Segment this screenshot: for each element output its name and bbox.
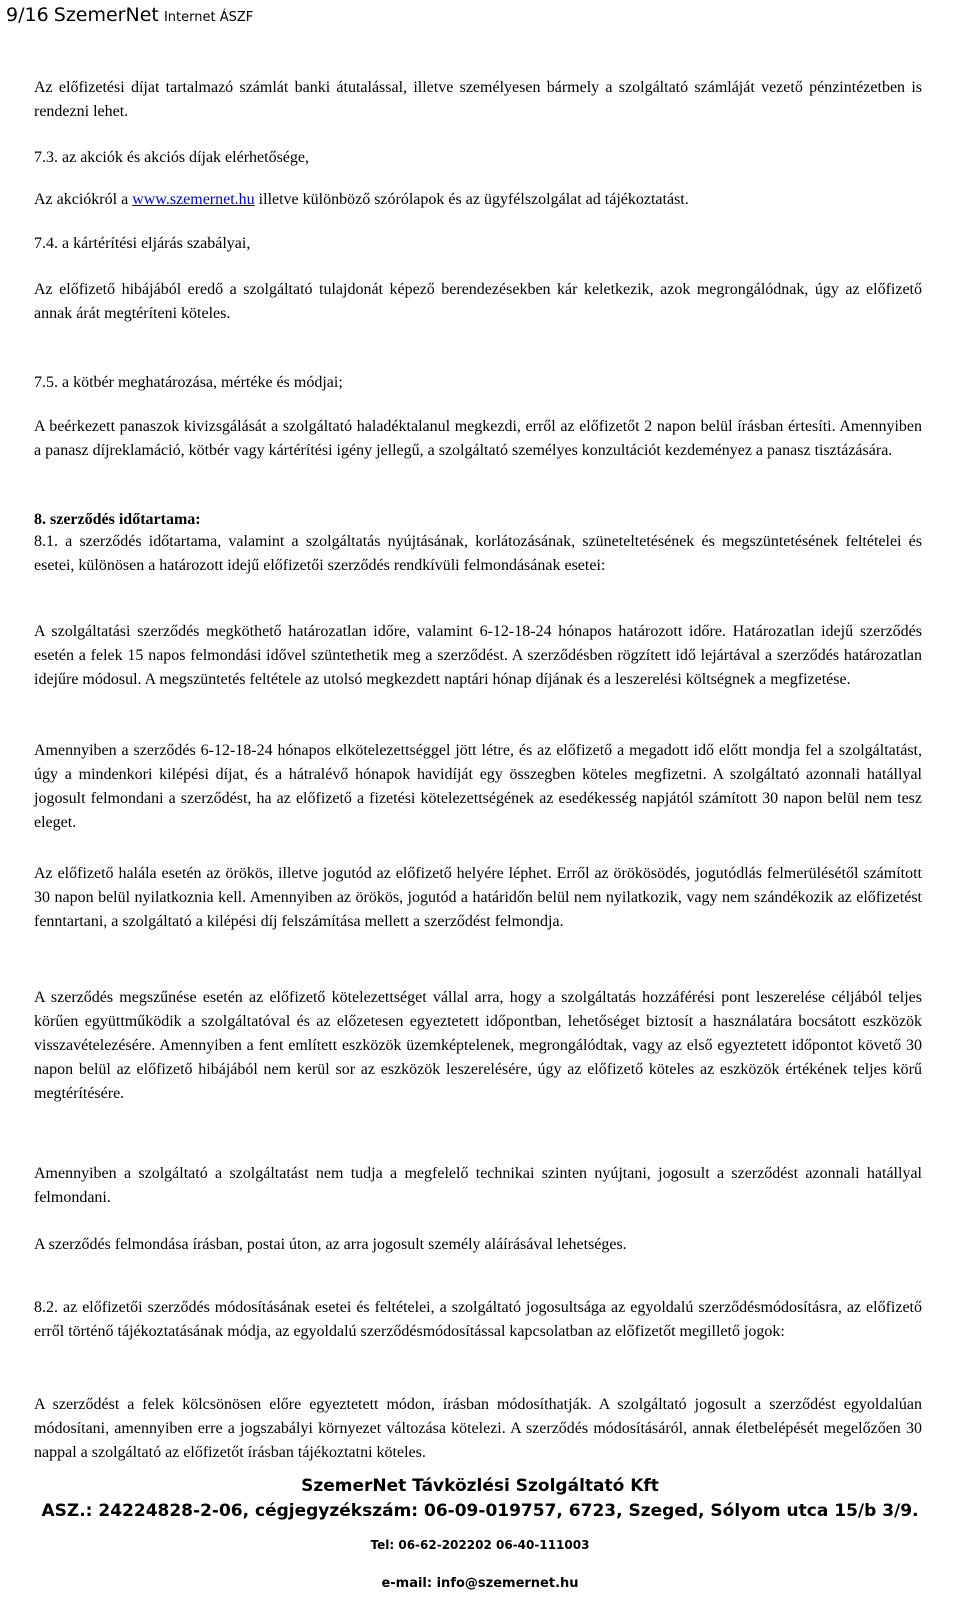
paragraph-8-1-c: Az előfizető halála esetén az örökös, illetve jogutód az előfizető helyére léphet. Erről az örökösödés, jogutódlás felmerülésétől számított 30 napon belül nyilatkoznia kell. Amennyiben az örökös, jogutód a határidőn belül nem nyilatkozik, vagy nem szándékozik az előfizetést fenntartani, a szolgáltató a kilépési díj felszámítása mellett a szerződést felmondja. — [34, 865, 922, 930]
paragraph-8-1: 8.1. a szerződés időtartama, valamint a szolgáltatás nyújtásának, korlátozásának, szüneteltetésének és megszüntetésének feltételei és esetei, különösen a határozott idejű előfizetői szerződés rendkívüli felmondásának esetei: — [34, 533, 922, 574]
paragraph-8-2-a: A szerződést a felek kölcsönösen előre egyeztetett módon, írásban módosíthatják. A szolgáltató jogosult a szerződést egyoldalúan módosítani, amennyiben erre a jogszabályi környezet változása kötelezi. A szerződés módosításáról, annak életbelépését megelőzően 30 nappal a szolgáltató az előfizetőt írásban tájékoztatni köteles. — [34, 1396, 922, 1461]
heading-7-4: 7.4. a kártérítési eljárás szabályai, — [34, 235, 251, 252]
company-name-header: SzemerNet — [53, 4, 159, 26]
paragraph-8-1-a: A szolgáltatási szerződés megköthető határozatlan időre, valamint 6-12-18-24 hónapos határozott időre. Határozatlan idejű szerződés esetén a felek 15 napos felmondási idővel szüntethetik meg a szerződést. A szerződésben rögzített idő lejártával a szerződés határozatlan idejűre módosul. A megszüntetés feltétele az utolsó megkezdett naptári hónap díjának és a leszerelési költségnek a megfizetése. — [34, 623, 922, 688]
paragraph-8-1-e: Amennyiben a szolgáltató a szolgáltatást nem tudja a megfelelő technikai szinten nyújtani, jogosult a szerződést azonnali hatállyal felmondani. — [34, 1165, 922, 1206]
footer-registration: ASZ.: 24224828-2-06, cégjegyzékszám: 06-09-019757, 6723, Szeged, Sólyom utca 15/b 3/9. — [41, 1501, 919, 1521]
heading-7-5: 7.5. a kötbér meghatározása, mértéke és módjai; — [34, 374, 343, 391]
footer-phone: Tel: 06-62-202202 06-40-111003 — [370, 1538, 590, 1552]
heading-8: 8. szerződés időtartama: — [34, 511, 201, 528]
website-link[interactable]: www.szemernet.hu — [132, 191, 255, 208]
paragraph-payment: Az előfizetési díjat tartalmazó számlát banki átutalással, illetve személyesen bármely a szolgáltató számláját vezető pénzintézetben is rendezni lehet. — [34, 79, 922, 120]
page-number: 9/16 — [6, 4, 49, 26]
paragraph-8-1-b: Amennyiben a szerződés 6-12-18-24 hónapos elkötelezettséggel jött létre, és az előfizető a megadott idő előtt mondja fel a szolgáltatást, úgy a mindenkori kilépési díjat, és a hátralévő hónapok havidíját egy összegben köteles megfizetni. A szolgáltató azonnali hatállyal jogosult felmondani a szerződést, ha az előfizető a fizetési kötelezettségének az esedékesség napjától számított 30 napon belül nem tesz eleget. — [34, 742, 922, 831]
footer-email: e-mail: info@szemernet.hu — [381, 1576, 579, 1591]
heading-7-3: 7.3. az akciók és akciós díjak elérhetősége, — [34, 149, 309, 166]
paragraph-7-4: Az előfizető hibájából eredő a szolgáltató tulajdonát képező berendezésekben kár keletkezik, azok megrongálódnak, úgy az előfizető annak árát megtéríteni köteles. — [34, 281, 922, 322]
paragraph-8-2: 8.2. az előfizetői szerződés módosításának esetei és feltételei, a szolgáltató jogosultsága az egyoldalú szerződésmódosításra, az előfizető erről történő tájékoztatásának módja, az egyoldalú szerződésmódosítással kapcsolatban az előfizetőt megillető jogok: — [34, 1299, 922, 1340]
page-header — [6, 4, 253, 26]
footer-company-name: SzemerNet Távközlési Szolgáltató Kft — [301, 1476, 659, 1496]
paragraph-7-5: A beérkezett panaszok kivizsgálását a szolgáltató haladéktalanul megkezdi, erről az előfizetőt 2 napon belül írásban értesíti. Amennyiben a panasz díjreklamáció, kötbér vagy kártérítési igény jellegű, a szolgáltató személyes konzultációt kezdeményez a panasz tisztázására. — [34, 418, 922, 459]
paragraph-8-1-d: A szerződés megszűnése esetén az előfizető kötelezettséget vállal arra, hogy a szolgáltatás hozzáférési pont leszerelése céljából teljes körűen együttműködik a szolgáltatóval és az előzetesen egyeztetett időpontban, lehetőséget biztosít a használatára bocsátott eszközök visszavételezésére. Amennyiben a fent említett eszközök üzemképtelenek, megrongálódtak, vagy az első egyeztetett időpontot követő 30 napon belül az előfizető hibájából nem kerül sor az eszközök leszerelésére, úgy az előfizető köteles az eszközök értékének teljes körű megtérítésére. — [34, 989, 922, 1102]
paragraph-7-3-before: Az akciókról a — [34, 191, 133, 208]
document-type: Internet ÁSZF — [163, 10, 254, 25]
paragraph-7-3 — [34, 188, 922, 212]
paragraph-7-3-after: illetve különböző szórólapok és az ügyfélszolgálat ad tájékoztatást. — [254, 191, 689, 208]
paragraph-8-1-f: A szerződés felmondása írásban, postai úton, az arra jogosult személy aláírásával lehetséges. — [34, 1236, 627, 1253]
